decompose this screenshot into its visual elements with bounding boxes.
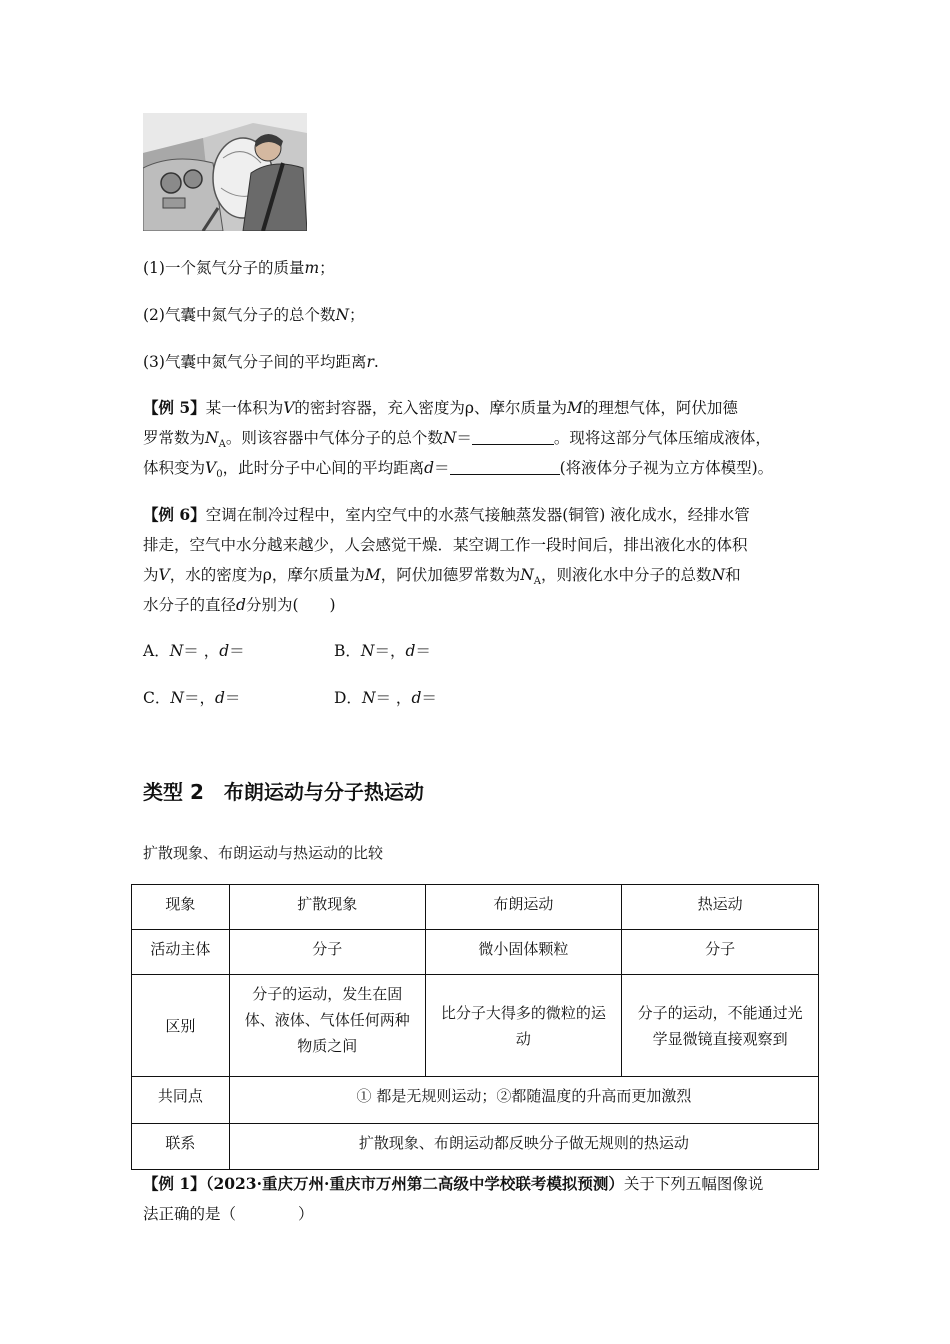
table-header: 布朗运动: [425, 885, 622, 930]
table-cell: 微小固体颗粒: [425, 930, 622, 975]
table-cell: ① 都是无规则运动；②都随温度的升高而更加激烈: [229, 1077, 818, 1124]
airbag-illustration: [143, 113, 307, 231]
ex6-tag: 【例 6】: [143, 505, 206, 524]
table-cell: 共同点: [132, 1077, 230, 1124]
table-row: [132, 975, 819, 1077]
ex5-tag: 【例 5】: [143, 398, 206, 417]
comparison-table: [131, 884, 819, 1170]
ex6-line-2: 排走，空气中水分越来越少，人会感觉干燥．某空调工作一段时间后，排出液化水的体积: [143, 536, 748, 554]
table-cell: 分子: [622, 930, 819, 975]
table-header-row: [132, 885, 819, 930]
table-header: 现象: [132, 885, 230, 930]
section-title: 类型 2 布朗运动与分子热运动: [143, 780, 424, 804]
ex1-tag: 【例 1】: [143, 1174, 206, 1193]
table-row: [132, 1077, 819, 1124]
table-cell: 活动主体: [132, 930, 230, 975]
ex5-answer-blank-2[interactable]: [450, 459, 560, 475]
table-header: 热运动: [622, 885, 819, 930]
ex1-line-1: 【例 1】（2023·重庆万州·重庆市万州第二高级中学校联考模拟预测）关于下列五幅图像说: [143, 1174, 764, 1193]
section-subtitle: 扩散现象、布朗运动与热运动的比较: [143, 844, 384, 862]
ex6-line-3: 为V，水的密度为ρ，摩尔质量为M，阿伏加德罗常数为$N_A$，则液化水中分子的总数N和: [143, 566, 741, 588]
table-cell: 比分子大得多的微粒的运动: [425, 975, 622, 1077]
ex1-line-2: 法正确的是（ ）: [143, 1205, 314, 1223]
table-row: [132, 1124, 819, 1170]
table-cell: 分子的运动，发生在固体、液体、气体任何两种物质之间: [229, 975, 425, 1077]
table-header: 扩散现象: [229, 885, 425, 930]
ex5-line-3: 体积变为$V_0$，此时分子中心间的平均距离d＝ (将液体分子视为立方体模型)。: [143, 459, 774, 481]
q4-part-2: (2)气囊中氮气分子的总个数N；: [143, 306, 365, 324]
table-cell: 分子的运动，不能通过光学显微镜直接观察到: [622, 975, 819, 1077]
table-cell: 区别: [132, 975, 230, 1077]
ex6-option-d[interactable]: D．N＝ ，d＝: [334, 689, 437, 707]
ex5-answer-blank-1[interactable]: [472, 429, 554, 445]
q4-part-1: (1)一个氮气分子的质量m；: [143, 259, 335, 277]
ex1-source: （2023·重庆万州·重庆市万州第二高级中学校联考模拟预测）: [205, 1174, 624, 1193]
q4-part-3: (3)气囊中氮气分子间的平均距离r.: [143, 353, 379, 371]
ex5-line-1: 【例 5】某一体积为V的密封容器，充入密度为ρ、摩尔质量为M的理想气体，阿伏加德: [143, 398, 738, 417]
ex6-option-a[interactable]: A．N＝ ，d＝: [143, 642, 245, 660]
ex6-line-1: 【例 6】空调在制冷过程中，室内空气中的水蒸气接触蒸发器(铜管) 液化成水，经排水管: [143, 505, 750, 524]
table-row: [132, 930, 819, 975]
ex6-line-4: 水分子的直径d分别为( ): [143, 596, 336, 614]
table-cell: 扩散现象、布朗运动都反映分子做无规则的热运动: [229, 1124, 818, 1170]
table-cell: 分子: [229, 930, 425, 975]
ex5-line-2: 罗常数为$N_A$。则该容器中气体分子的总个数N＝ 。现将这部分气体压缩成液体，: [143, 429, 771, 451]
ex6-option-b[interactable]: B．N＝，d＝: [334, 642, 431, 660]
ex6-option-c[interactable]: C．N＝，d＝: [143, 689, 241, 707]
table-cell: 联系: [132, 1124, 230, 1170]
